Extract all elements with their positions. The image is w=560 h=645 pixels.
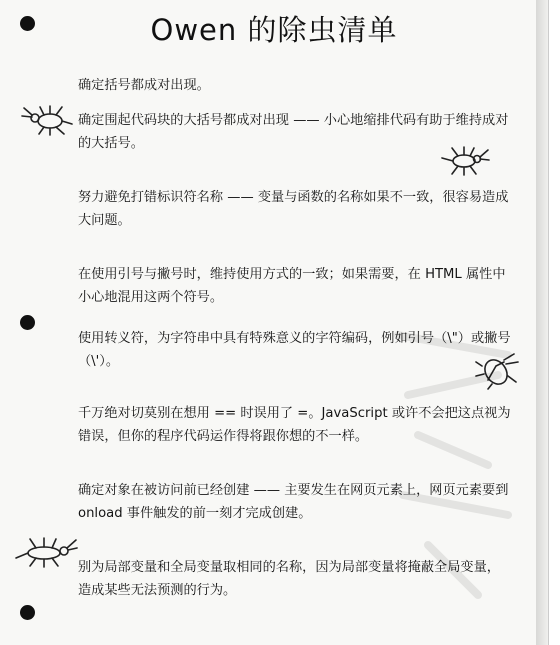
binder-hole (20, 315, 35, 330)
checklist-item: 确定对象在被访问前已经创建 —— 主要发生在网页元素上，网页元素要到 onload 事件触发的前一刻才完成创建。 (78, 483, 509, 521)
checklist-item: 努力避免打错标识符名称 —— 变量与函数的名称如果不一致，很容易造成大问题。 (78, 190, 509, 228)
page-title: Owen 的除虫清单 (150, 13, 398, 47)
checklist-item: 别为局部变量和全局变量取相同的名称，因为局部变量将掩蔽全局变量，造成某些无法预测的行为。 (78, 560, 500, 598)
page-edge (536, 0, 548, 645)
checklist-item: 在使用引号与撇号时，维持使用方式的一致；如果需要，在 HTML 属性中小心地混用这两个符号。 (78, 267, 506, 305)
bug-icon (440, 146, 490, 176)
checklist-item: 确定围起代码块的大括号都成对出现 —— 小心地缩排代码有助于维持成对的大括号。 (78, 113, 509, 151)
bug-icon (20, 104, 74, 136)
watermark-decoration (378, 315, 528, 605)
checklist-item: 使用转义符，为字符串中具有特殊意义的字符编码，例如引号（\"）或撇号（\'）。 (78, 331, 511, 369)
bug-icon (14, 536, 78, 568)
checklist-item: 确定括号都成对出现。 (78, 78, 210, 93)
binder-hole (20, 605, 35, 620)
checklist-item: 千万绝对切莫别在想用 == 时误用了 =。JavaScript 或许不会把这点视为错误，但你的程序代码运作得将跟你想的不一样。 (78, 406, 511, 444)
